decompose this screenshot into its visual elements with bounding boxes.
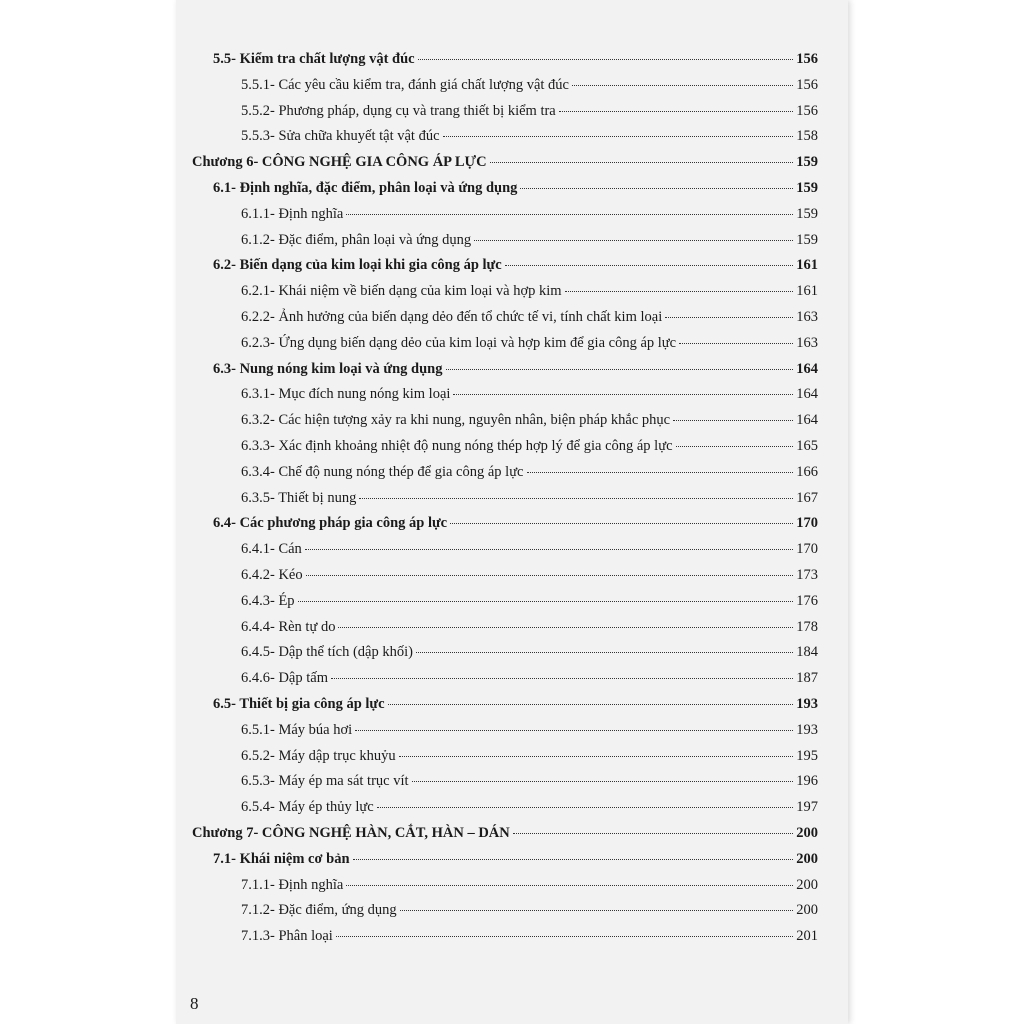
toc-entry-page: 161 — [796, 283, 818, 300]
toc-subsection — [241, 772, 818, 790]
dot-leader — [450, 523, 793, 524]
toc-entry-title: 6.1.2- Đặc điểm, phân loại và ứng dụng — [241, 231, 472, 248]
toc-entry-page: 161 — [796, 257, 818, 274]
dot-leader — [443, 136, 794, 137]
toc-subsection — [241, 876, 818, 894]
toc-entry-page: 193 — [796, 696, 818, 712]
toc-entry-title: 6.2.3- Ứng dụng biến dạng dẻo của kim loại và hợp kim để gia công áp lực — [241, 334, 677, 351]
toc-entry-page: 164 — [796, 360, 818, 377]
dot-leader — [305, 549, 793, 550]
toc-entry-page: 195 — [796, 747, 818, 764]
toc-subsection — [241, 927, 818, 945]
toc-entry-title: 7.1- Khái niệm cơ bản — [213, 850, 350, 867]
toc-entry-title: 5.5.3- Sửa chữa khuyết tật vật đúc — [241, 128, 440, 145]
toc-entry-title: 6.4.6- Dập tấm — [241, 670, 328, 687]
toc-entry-title: 5.5- Kiểm tra chất lượng vật đúc — [213, 51, 415, 67]
dot-leader — [416, 652, 793, 653]
toc-entry-page: 200 — [796, 850, 818, 867]
toc-entry-page: 173 — [796, 567, 818, 583]
toc-entry-title: 6.2.2- Ảnh hưởng của biến dạng dẻo đến tổ chức tế vi, tính chất kim loại — [241, 309, 663, 325]
toc-subsection — [241, 231, 818, 249]
toc-entry-page: 178 — [796, 618, 818, 635]
dot-leader — [418, 59, 794, 60]
toc-entry-page: 201 — [796, 928, 818, 945]
toc-entry-title: Chương 7- CÔNG NGHỆ HÀN, CẮT, HÀN – DÁN — [192, 825, 510, 841]
toc-subsection — [241, 540, 818, 558]
toc-entry-title: 6.2- Biến dạng của kim loại khi gia công áp lực — [213, 257, 502, 274]
dot-leader — [355, 730, 793, 731]
toc-entry-title: 6.4.1- Cán — [241, 541, 302, 558]
dot-leader — [400, 910, 794, 911]
dot-leader — [673, 420, 793, 421]
toc-entry-title: 6.5.3- Máy ép ma sát trục vít — [241, 773, 409, 790]
dot-leader — [520, 188, 793, 189]
toc-entry-title: 6.2.1- Khái niệm về biến dạng của kim loại và hợp kim — [241, 283, 562, 300]
toc-subsection — [241, 385, 818, 403]
dot-leader — [346, 885, 793, 886]
toc-entry-page: 197 — [796, 799, 818, 816]
toc-section — [213, 360, 818, 378]
toc-entry-title: 5.5.2- Phương pháp, dụng cụ và trang thiết bị kiểm tra — [241, 102, 556, 119]
toc-chapter — [192, 153, 818, 171]
dot-leader — [338, 627, 793, 628]
toc-entry-title: 6.4.3- Ép — [241, 592, 295, 609]
toc-entry-page: 200 — [796, 825, 818, 841]
dot-leader — [559, 111, 794, 112]
toc-entry-title: 6.5.4- Máy ép thủy lực — [241, 799, 374, 816]
dot-leader — [388, 704, 794, 705]
toc-entry-title: 5.5.1- Các yêu cầu kiểm tra, đánh giá chất lượng vật đúc — [241, 76, 569, 93]
page-number: 8 — [190, 994, 199, 1013]
dot-leader — [679, 343, 793, 344]
toc-subsection — [241, 102, 818, 120]
toc-entry-page: 159 — [796, 154, 818, 171]
toc-section — [213, 50, 818, 68]
book-page — [176, 0, 848, 1024]
toc-entry-title: 6.3.1- Mục đích nung nóng kim loại — [241, 386, 451, 403]
toc-subsection — [241, 618, 818, 636]
dot-leader — [306, 575, 794, 576]
toc-entry-page: 187 — [796, 670, 818, 687]
toc-entry-page: 184 — [796, 644, 818, 661]
toc-entry-title: 6.3.2- Các hiện tượng xảy ra khi nung, nguyên nhân, biện pháp khắc phục — [241, 412, 671, 429]
toc-entry-page: 156 — [796, 51, 818, 67]
dot-leader — [446, 369, 794, 370]
toc-subsection — [241, 282, 818, 300]
toc-entry-page: 196 — [796, 773, 818, 790]
dot-leader — [565, 291, 794, 292]
toc-entry-page: 163 — [796, 309, 818, 325]
toc-entry-title: 6.5.1- Máy búa hơi — [241, 721, 353, 738]
dot-leader — [353, 859, 794, 860]
toc-entry-page: 159 — [796, 205, 818, 222]
toc-entry-title: 7.1.1- Định nghĩa — [241, 876, 344, 893]
toc-entry-page: 193 — [796, 721, 818, 738]
toc-subsection — [241, 76, 818, 94]
toc-entry-title: 7.1.3- Phân loại — [241, 928, 333, 945]
toc-entry-title: 6.4.4- Rèn tự do — [241, 618, 336, 635]
toc-entry-title: 6.3- Nung nóng kim loại và ứng dụng — [213, 360, 443, 377]
toc-entry-title: 6.5.2- Máy dập trục khuỷu — [241, 747, 396, 764]
toc-subsection — [241, 798, 818, 816]
toc-entry-title: 6.5- Thiết bị gia công áp lực — [213, 696, 385, 712]
toc-subsection — [241, 721, 818, 739]
toc-entry-page: 164 — [796, 386, 818, 403]
toc-entry-page: 163 — [796, 334, 818, 351]
toc-subsection — [241, 334, 818, 352]
toc-subsection — [241, 205, 818, 223]
toc-entry-page: 176 — [796, 592, 818, 609]
toc-section — [213, 514, 818, 532]
toc-subsection — [241, 437, 818, 455]
toc-subsection — [241, 463, 818, 481]
toc-entry-page: 170 — [796, 515, 818, 532]
dot-leader — [513, 833, 793, 834]
toc-subsection — [241, 669, 818, 687]
dot-leader — [453, 394, 793, 395]
dot-leader — [359, 498, 793, 499]
dot-leader — [346, 214, 793, 215]
dot-leader — [676, 446, 794, 447]
toc-entry-page: 200 — [796, 902, 818, 919]
toc-entry-page: 164 — [796, 412, 818, 429]
toc-subsection — [241, 592, 818, 610]
toc-entry-title: 6.4- Các phương pháp gia công áp lực — [213, 515, 448, 532]
toc-entry-title: 6.4.5- Dập thể tích (dập khối) — [241, 644, 413, 661]
toc-entry-page: 200 — [796, 876, 818, 893]
toc-entry-title: 6.3.4- Chế độ nung nóng thép để gia công áp lực — [241, 463, 524, 480]
toc-section — [213, 256, 818, 274]
dot-leader — [665, 317, 793, 318]
dot-leader — [336, 936, 793, 937]
toc-subsection — [241, 643, 818, 661]
toc-section — [213, 850, 818, 868]
dot-leader — [505, 265, 794, 266]
toc-subsection — [241, 747, 818, 765]
toc-entry-page: 167 — [796, 489, 818, 506]
toc-entry-title: 7.1.2- Đặc điểm, ứng dụng — [241, 902, 397, 919]
toc-entry-title: 6.1- Định nghĩa, đặc điểm, phân loại và ứng dụng — [213, 180, 518, 196]
dot-leader — [572, 85, 793, 86]
toc-section — [213, 179, 818, 197]
dot-leader — [527, 472, 794, 473]
toc-subsection — [241, 489, 818, 507]
dot-leader — [474, 240, 793, 241]
dot-leader — [412, 781, 794, 782]
toc-subsection — [241, 308, 818, 326]
toc-subsection — [241, 901, 818, 919]
toc-entry-title: 6.3.5- Thiết bị nung — [241, 489, 357, 506]
toc-entry-page: 170 — [796, 541, 818, 558]
dot-leader — [331, 678, 793, 679]
dot-leader — [399, 756, 794, 757]
toc-entry-title: Chương 6- CÔNG NGHỆ GIA CÔNG ÁP LỰC — [192, 154, 487, 171]
toc-subsection — [241, 127, 818, 145]
toc-subsection — [241, 566, 818, 584]
toc-entry-title: 6.3.3- Xác định khoảng nhiệt độ nung nóng thép hợp lý để gia công áp lực — [241, 438, 673, 454]
toc-entry-page: 156 — [796, 76, 818, 93]
dot-leader — [298, 601, 794, 602]
toc-entry-title: 6.4.2- Kéo — [241, 567, 303, 583]
toc-entry-page: 158 — [796, 128, 818, 145]
dot-leader — [377, 807, 794, 808]
toc-entry-page: 159 — [796, 231, 818, 248]
toc-subsection — [241, 411, 818, 429]
toc-entry-page: 165 — [796, 438, 818, 454]
toc-entry-page: 166 — [796, 463, 818, 480]
toc-chapter — [192, 824, 818, 842]
toc-entry-page: 159 — [796, 180, 818, 196]
toc-entry-title: 6.1.1- Định nghĩa — [241, 205, 344, 222]
dot-leader — [490, 162, 794, 163]
toc-entry-page: 156 — [796, 102, 818, 119]
toc-section — [213, 695, 818, 713]
